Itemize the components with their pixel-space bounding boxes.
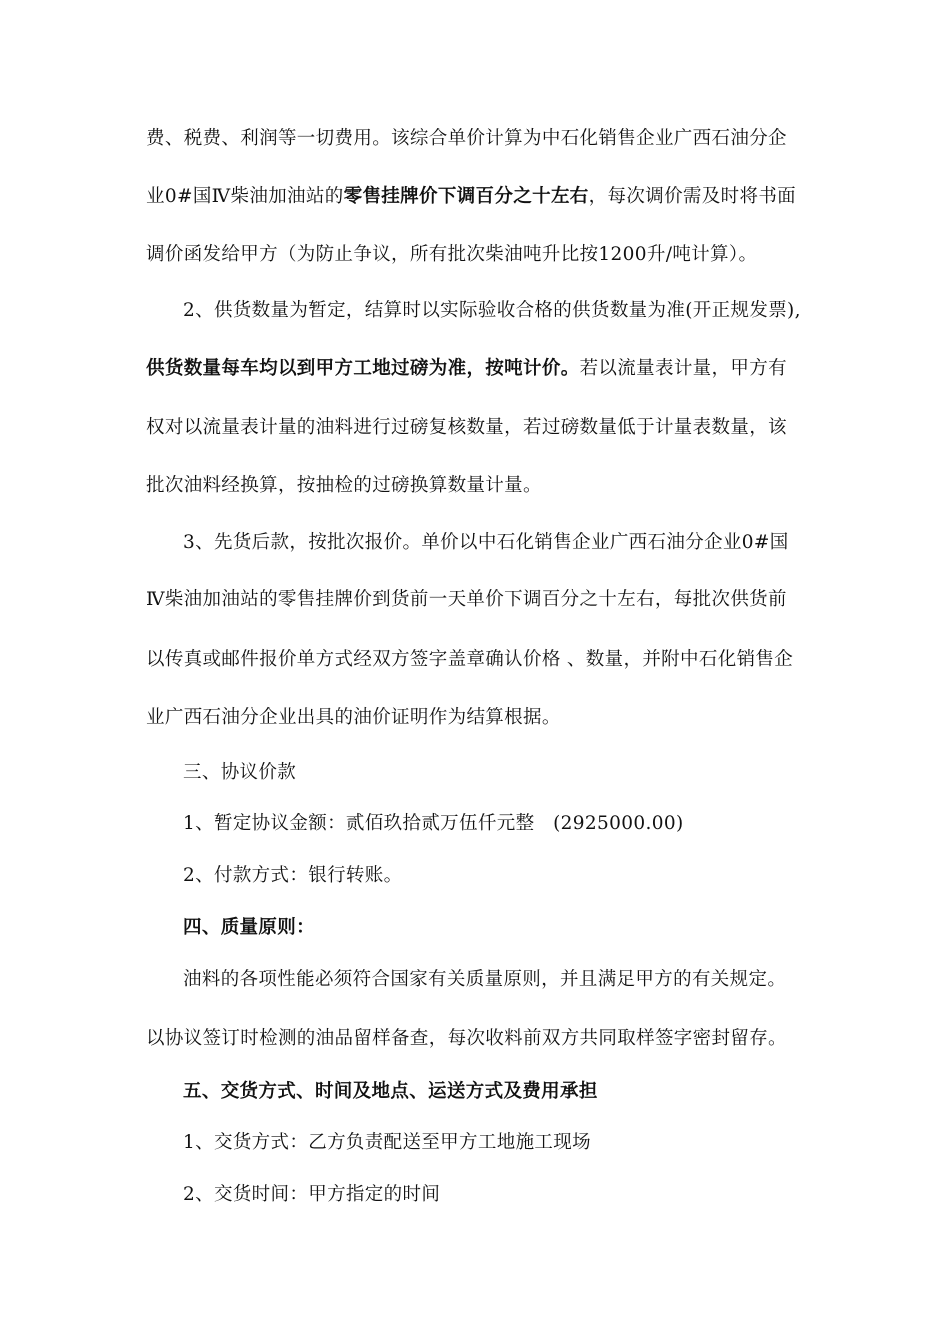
text-span: 业0#国Ⅳ柴油加油站的 [146,186,344,207]
paragraph-line [183,1180,823,1210]
section-heading [183,758,823,788]
bold-text-span: 供货数量每车均以到甲方工地过磅为准，按吨计价。 [146,358,580,379]
text-span: Ⅳ柴油加油站的零售挂牌价到货前一天单价下调百分之十左右，每批次供货前 [146,589,787,610]
text-span: 调价函发给甲方（为防止争议，所有批次柴油吨升比按1200升/吨计算）。 [146,244,758,265]
paragraph-line [146,354,818,384]
text-span: 批次油料经换算，按抽检的过磅换算数量计量。 [146,475,542,496]
text-span: 1、交货方式：乙方负责配送至甲方工地施工现场 [183,1132,591,1153]
text-span: 以协议签订时检测的油品留样备查，每次收料前双方共同取样签字密封留存。 [146,1028,787,1049]
paragraph-line [183,528,823,558]
text-span: 五、交货方式、时间及地点、运送方式及费用承担 [183,1081,598,1102]
text-span: 1、暂定协议金额：贰佰玖拾贰万伍仟元整 (2925000.00) [183,813,684,834]
paragraph-line [146,413,818,443]
paragraph-line [146,703,818,733]
paragraph-line [146,471,818,501]
paragraph-line [146,645,818,675]
paragraph-line [183,965,823,995]
paragraph-line [146,240,818,270]
paragraph-line [183,861,823,891]
paragraph-line [146,182,818,212]
paragraph-line [146,124,818,154]
text-span: 若以流量表计量，甲方有 [579,358,787,379]
bold-text-span: 零售挂牌价下调百分之十左右 [343,186,589,207]
text-span: 2、供货数量为暂定，结算时以实际验收合格的供货数量为准(开正规发票), [183,300,801,321]
text-span: 3、先货后款，按批次报价。单价以中石化销售企业广西石油分企业0#国 [183,532,789,553]
text-span: 费、税费、利润等一切费用。该综合单价计算为中石化销售企业广西石油分企 [146,128,787,149]
paragraph-line [183,296,823,326]
text-span: 业广西石油分企业出具的油价证明作为结算根据。 [146,707,561,728]
text-span: 权对以流量表计量的油料进行过磅复核数量，若过磅数量低于计量表数量，该 [146,417,787,438]
text-span: 以传真或邮件报价单方式经双方签字盖章确认价格 、数量，并附中石化销售企 [146,649,794,670]
paragraph-line [146,1024,818,1054]
paragraph-line [183,1128,823,1158]
text-span: 2、交货时间：甲方指定的时间 [183,1184,441,1205]
text-span: 油料的各项性能必须符合国家有关质量原则，并且满足甲方的有关规定。 [183,969,787,990]
paragraph-line [146,585,818,615]
section-heading [183,913,823,943]
section-heading [183,1077,823,1107]
paragraph-line [183,809,823,839]
text-span: ，每次调价需及时将书面 [588,186,797,207]
text-span: 2、付款方式：银行转账。 [183,865,403,886]
text-span: 四、质量原则： [183,917,315,938]
text-span: 三、协议价款 [183,762,297,783]
